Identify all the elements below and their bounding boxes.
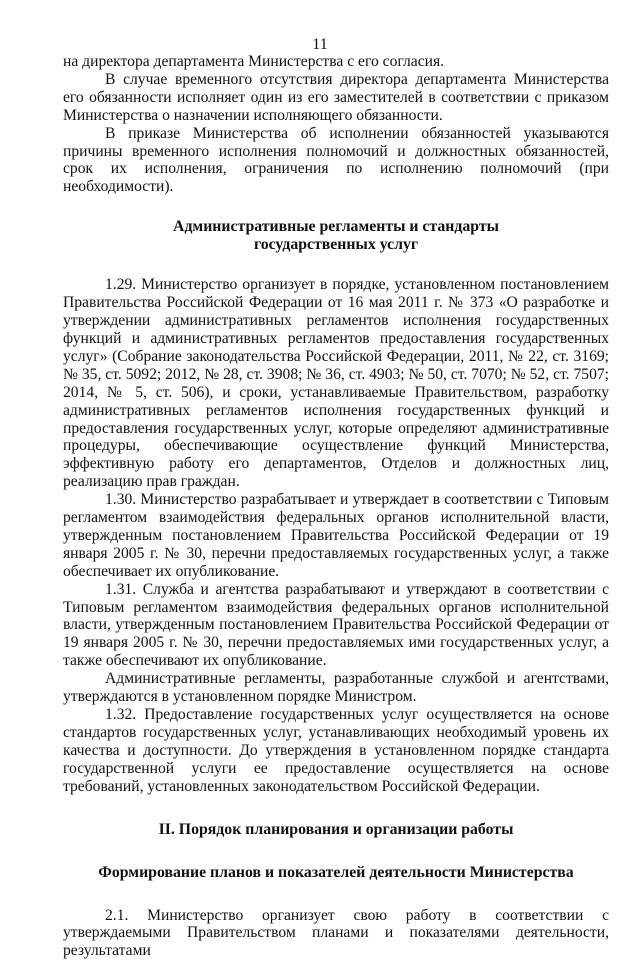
paragraph-continuation: на директора департамента Министерства с его согласия. bbox=[63, 53, 445, 70]
paragraph-1-29: 1.29. Министерство организует в порядке, установленном постановлением Правительства Российской Федерации от 16 мая 2011 г. № 373 «О разработке и утверждении административных регламентов исполнения государственных функций и административных регламентов предоставления государственных услуг» (Собрание законодательства Российской Федерации, 2011, № 22, ст. 3169; № 35, ст. 5092; 2012, № 28, ст. 3908; № 36, ст. 4903; № 50, ст. 7070; № 52, ст. 7507; 2014, № 5, ст. 506), и сроки, устанавливаемые Правительством, разработку административных регламентов исполнения государственных функций и предоставления государственных услуг, которые определяют административные процедуры, обеспечивающие осуществление функций Министерства, эффективную работу его департаментов, Отделов и должностных лиц, реализацию прав граждан. bbox=[63, 276, 609, 491]
paragraph-regulations-approval: Административные регламенты, разработанные службой и агентствами, утверждаются в установленном порядке Министром. bbox=[63, 670, 609, 706]
paragraph-1-30: 1.30. Министерство разрабатывает и утверждает в соответствии с Типовым регламентом взаимодействия федеральных органов исполнительной власти, утвержденным постановлением Правительства Российской Федерации от 19 января 2005 г. № 30, перечни предоставляемых государственных услуг, а также обеспечивает их опубликование. bbox=[63, 491, 609, 580]
paragraph-order-reasons: В приказе Министерства об исполнении обязанностей указываются причины временного исполнения полномочий и должностных обязанностей, срок их исполнения, ограничения по исполнению полномочий (при необходимости). bbox=[63, 124, 609, 196]
page-number: 11 bbox=[312, 36, 328, 53]
document-body bbox=[63, 53, 609, 960]
paragraph-1-31: 1.31. Служба и агентства разрабатывают и утверждают в соответствии с Типовым регламентом взаимодействия федеральных органов исполнительной власти, утвержденным постановлением Правительства Российской Федерации от 19 января 2005 г. № 30, перечни предоставляемых ими государственных услуг, а также обеспечивают их опубликование. bbox=[63, 580, 609, 670]
paragraph-temporary-absence: В случае временного отсутствия директора департамента Министерства его обязанности исполняет один из его заместителей в соответствии с приказом Министерства о назначении исполняющего обязанности. bbox=[63, 70, 609, 124]
heading-plans-indicators: Формирование планов и показателей деятельности Министерства bbox=[98, 863, 574, 881]
heading-section-ii: II. Порядок планирования и организации работы bbox=[158, 820, 514, 838]
heading-regulations-line2: государственных услуг bbox=[253, 236, 419, 254]
paragraph-1-32: 1.32. Предоставление государственных услуг осуществляется на основе стандартов государственных услуг, устанавливающих необходимый уровень их качества и доступности. До утверждения в установленном порядке стандарта государственной услуги ее предоставление осуществляется на основе требований, установленных законодательством Российской Федерации. bbox=[63, 706, 609, 795]
heading-regulations-line1: Административные регламенты и стандарты bbox=[173, 218, 499, 236]
paragraph-2-1: 2.1. Министерство организует свою работу в соответствии с утверждаемыми Правительством планами и показателями деятельности, результатами bbox=[63, 906, 609, 960]
